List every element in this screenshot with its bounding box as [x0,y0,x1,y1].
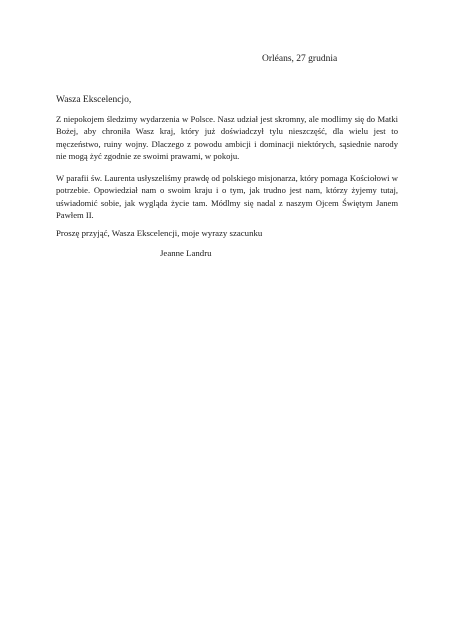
letter-greeting: Wasza Ekscelencjo, [56,95,132,105]
place-and-date: Orléans, 27 grudnia [262,54,338,64]
letter-paragraph: W parafii św. Laurenta usłyszeliśmy prawdę od polskiego misjonarza, który pomaga Kościołowi w potrzebie. Opowiedział nam o swoim kraju i o tym, jak trudno jest nam, którzy żyjemy tutaj, uświadomić sobie, jak wygląda życie tam. Módlmy się nadal z naszym Ojcem Świętym Janem Pawłem II. [56,173,398,220]
letter-closing: Proszę przyjąć, Wasza Ekscelencji, moje wyrazy szacunku [56,228,263,238]
letter-paragraph: Z niepokojem śledzimy wydarzenia w Polsce. Nasz udział jest skromny, ale modlimy się do Matki Bożej, aby chroniła Wasz kraj, który już doświadczył tylu nieszczęść, dla wielu jest to męczeństwo, ruiny wojny. Dlaczego z powodu ambicji i dominacji niektórych, sąsiednie narody nie mogą żyć zgodnie ze swoimi prawami, w pokoju. [56,114,398,161]
letter-signature-name: Jeanne Landru [160,248,212,258]
